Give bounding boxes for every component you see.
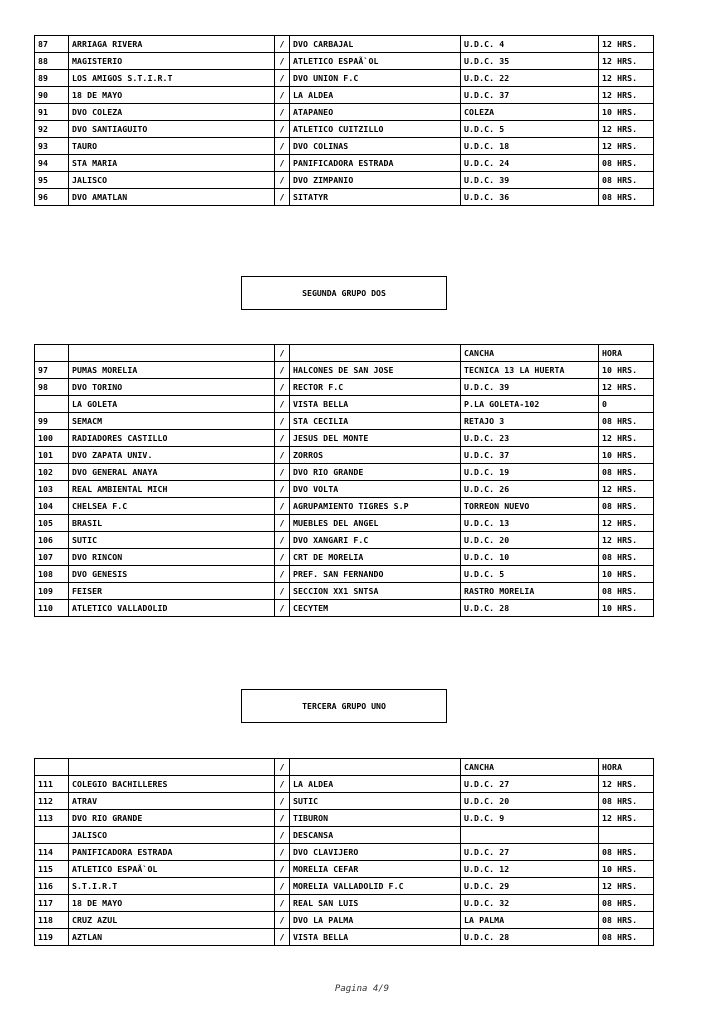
- separator-cell: /: [275, 600, 290, 617]
- match-number-cell: 103: [35, 481, 69, 498]
- table-row: [35, 87, 654, 104]
- venue-cell: U.D.C. 29: [461, 878, 599, 895]
- away-team-cell: MORELIA CEFAR: [290, 861, 461, 878]
- time-cell: 0: [599, 396, 654, 413]
- home-team-cell: PUMAS MORELIA: [69, 362, 275, 379]
- table-row: [35, 121, 654, 138]
- home-team-cell: DVO RIO GRANDE: [69, 810, 275, 827]
- separator-cell: /: [275, 155, 290, 172]
- separator-cell: /: [275, 912, 290, 929]
- away-team-cell: DVO UNION F.C: [290, 70, 461, 87]
- time-cell: 08 HRS.: [599, 583, 654, 600]
- away-team-cell: ATLETICO CUITZILLO: [290, 121, 461, 138]
- match-number-cell: 111: [35, 776, 69, 793]
- away-team-cell: SUTIC: [290, 793, 461, 810]
- table-row: [35, 549, 654, 566]
- home-team-cell: DVO GENESIS: [69, 566, 275, 583]
- away-team-cell: STA CECILIA: [290, 413, 461, 430]
- table-row: [35, 929, 654, 946]
- match-number-cell: 105: [35, 515, 69, 532]
- venue-cell: U.D.C. 28: [461, 929, 599, 946]
- fixtures-table-1: [34, 35, 654, 206]
- match-number-cell: 96: [35, 189, 69, 206]
- time-cell: 12 HRS.: [599, 138, 654, 155]
- match-number-cell: 94: [35, 155, 69, 172]
- away-team-cell: SITATYR: [290, 189, 461, 206]
- separator-cell: /: [275, 104, 290, 121]
- home-team-cell: RADIADORES CASTILLO: [69, 430, 275, 447]
- separator-cell: /: [275, 36, 290, 53]
- venue-cell: RASTRO MORELIA: [461, 583, 599, 600]
- separator-cell: /: [275, 844, 290, 861]
- separator-cell: /: [275, 87, 290, 104]
- venue-cell: COLEZA: [461, 104, 599, 121]
- separator-cell: /: [275, 827, 290, 844]
- away-team-cell: AGRUPAMIENTO TIGRES S.P: [290, 498, 461, 515]
- match-number-cell: 114: [35, 844, 69, 861]
- home-team-cell: DVO SANTIAGUITO: [69, 121, 275, 138]
- separator-cell: /: [275, 583, 290, 600]
- away-team-cell: DVO ZIMPANIO: [290, 172, 461, 189]
- table-row: [35, 498, 654, 515]
- away-team-cell: RECTOR F.C: [290, 379, 461, 396]
- match-number-cell: 99: [35, 413, 69, 430]
- match-number-cell: 113: [35, 810, 69, 827]
- match-number-cell: [35, 396, 69, 413]
- separator-cell: /: [275, 759, 290, 776]
- away-team-cell: REAL SAN LUIS: [290, 895, 461, 912]
- time-cell: 12 HRS.: [599, 70, 654, 87]
- home-team-cell: CHELSEA F.C: [69, 498, 275, 515]
- match-number-cell: 87: [35, 36, 69, 53]
- table-row: [35, 430, 654, 447]
- table-row: [35, 566, 654, 583]
- home-team-cell: DVO AMATLAN: [69, 189, 275, 206]
- match-number-cell: 116: [35, 878, 69, 895]
- table-row: [35, 481, 654, 498]
- separator-cell: /: [275, 878, 290, 895]
- table-row: [35, 155, 654, 172]
- time-cell: 12 HRS.: [599, 810, 654, 827]
- home-team-cell: CRUZ AZUL: [69, 912, 275, 929]
- time-cell: 08 HRS.: [599, 498, 654, 515]
- separator-cell: /: [275, 498, 290, 515]
- match-number-cell: 100: [35, 430, 69, 447]
- home-team-cell: REAL AMBIENTAL MICH: [69, 481, 275, 498]
- match-number-cell: 95: [35, 172, 69, 189]
- separator-cell: /: [275, 776, 290, 793]
- table-row: [35, 583, 654, 600]
- table-row: [35, 464, 654, 481]
- separator-cell: /: [275, 70, 290, 87]
- venue-cell: RETAJO 3: [461, 413, 599, 430]
- table-row: [35, 70, 654, 87]
- time-cell: 08 HRS.: [599, 912, 654, 929]
- venue-cell: CANCHA: [461, 345, 599, 362]
- away-team-cell: LA ALDEA: [290, 776, 461, 793]
- venue-cell: U.D.C. 13: [461, 515, 599, 532]
- time-cell: 12 HRS.: [599, 532, 654, 549]
- time-cell: 12 HRS.: [599, 121, 654, 138]
- venue-cell: U.D.C. 39: [461, 172, 599, 189]
- time-cell: 10 HRS.: [599, 600, 654, 617]
- separator-cell: /: [275, 53, 290, 70]
- match-number-cell: 88: [35, 53, 69, 70]
- time-cell: 12 HRS.: [599, 36, 654, 53]
- time-cell: 10 HRS.: [599, 566, 654, 583]
- match-number-cell: 89: [35, 70, 69, 87]
- table-row: [35, 138, 654, 155]
- separator-cell: /: [275, 861, 290, 878]
- venue-cell: U.D.C. 10: [461, 549, 599, 566]
- table-header-row: [35, 759, 654, 776]
- home-team-cell: AZTLAN: [69, 929, 275, 946]
- venue-cell: U.D.C. 27: [461, 844, 599, 861]
- match-number-cell: 109: [35, 583, 69, 600]
- time-cell: 08 HRS.: [599, 155, 654, 172]
- away-team-cell: DVO CLAVIJERO: [290, 844, 461, 861]
- time-cell: 08 HRS.: [599, 844, 654, 861]
- home-team-cell: TAURO: [69, 138, 275, 155]
- time-cell: HORA: [599, 345, 654, 362]
- separator-cell: /: [275, 464, 290, 481]
- table-row: [35, 515, 654, 532]
- venue-cell: U.D.C. 12: [461, 861, 599, 878]
- away-team-cell: LA ALDEA: [290, 87, 461, 104]
- away-team-cell: DVO VOLTA: [290, 481, 461, 498]
- separator-cell: /: [275, 430, 290, 447]
- separator-cell: /: [275, 515, 290, 532]
- away-team-cell: CRT DE MORELIA: [290, 549, 461, 566]
- separator-cell: /: [275, 362, 290, 379]
- venue-cell: U.D.C. 5: [461, 566, 599, 583]
- away-team-cell: PANIFICADORA ESTRADA: [290, 155, 461, 172]
- table-row: [35, 776, 654, 793]
- time-cell: [599, 827, 654, 844]
- home-team-cell: JALISCO: [69, 172, 275, 189]
- time-cell: 10 HRS.: [599, 447, 654, 464]
- home-team-cell: DVO TORINO: [69, 379, 275, 396]
- table-row: [35, 104, 654, 121]
- match-number-cell: 91: [35, 104, 69, 121]
- separator-cell: /: [275, 121, 290, 138]
- separator-cell: /: [275, 413, 290, 430]
- table-row: [35, 379, 654, 396]
- table-row: [35, 912, 654, 929]
- venue-cell: TECNICA 13 LA HUERTA: [461, 362, 599, 379]
- table-row: [35, 53, 654, 70]
- home-team-cell: ATRAV: [69, 793, 275, 810]
- table-row: [35, 844, 654, 861]
- away-team-cell: VISTA BELLA: [290, 929, 461, 946]
- table-row: [35, 36, 654, 53]
- fixtures-table-2: [34, 344, 654, 617]
- separator-cell: /: [275, 345, 290, 362]
- away-team-cell: ZORROS: [290, 447, 461, 464]
- venue-cell: LA PALMA: [461, 912, 599, 929]
- venue-cell: U.D.C. 28: [461, 600, 599, 617]
- table-row: [35, 861, 654, 878]
- match-number-cell: 104: [35, 498, 69, 515]
- home-team-cell: BRASIL: [69, 515, 275, 532]
- match-number-cell: 112: [35, 793, 69, 810]
- table-row: [35, 172, 654, 189]
- group-title-tercera-grupo-uno: TERCERA GRUPO UNO: [241, 689, 447, 723]
- home-team-cell: PANIFICADORA ESTRADA: [69, 844, 275, 861]
- away-team-cell: PREF. SAN FERNANDO: [290, 566, 461, 583]
- time-cell: 08 HRS.: [599, 793, 654, 810]
- venue-cell: U.D.C. 32: [461, 895, 599, 912]
- venue-cell: U.D.C. 26: [461, 481, 599, 498]
- away-team-cell: DVO CARBAJAL: [290, 36, 461, 53]
- away-team-cell: DESCANSA: [290, 827, 461, 844]
- table-header-row: [35, 345, 654, 362]
- away-team-cell: DVO COLINAS: [290, 138, 461, 155]
- separator-cell: /: [275, 929, 290, 946]
- match-number-cell: 119: [35, 929, 69, 946]
- venue-cell: U.D.C. 18: [461, 138, 599, 155]
- table-row: [35, 600, 654, 617]
- separator-cell: /: [275, 447, 290, 464]
- match-number-cell: [35, 759, 69, 776]
- time-cell: 12 HRS.: [599, 430, 654, 447]
- table-row: [35, 189, 654, 206]
- time-cell: 12 HRS.: [599, 481, 654, 498]
- match-number-cell: 97: [35, 362, 69, 379]
- table-row: [35, 362, 654, 379]
- separator-cell: /: [275, 549, 290, 566]
- away-team-cell: MORELIA VALLADOLID F.C: [290, 878, 461, 895]
- table-row: [35, 447, 654, 464]
- time-cell: 08 HRS.: [599, 895, 654, 912]
- venue-cell: U.D.C. 9: [461, 810, 599, 827]
- time-cell: HORA: [599, 759, 654, 776]
- time-cell: 08 HRS.: [599, 172, 654, 189]
- separator-cell: /: [275, 566, 290, 583]
- away-team-cell: VISTA BELLA: [290, 396, 461, 413]
- time-cell: 10 HRS.: [599, 362, 654, 379]
- time-cell: 08 HRS.: [599, 464, 654, 481]
- table-row: [35, 895, 654, 912]
- group-title-segunda-grupo-dos: SEGUNDA GRUPO DOS: [241, 276, 447, 310]
- venue-cell: P.LA GOLETA-102: [461, 396, 599, 413]
- venue-cell: U.D.C. 5: [461, 121, 599, 138]
- match-number-cell: 107: [35, 549, 69, 566]
- away-team-cell: JESUS DEL MONTE: [290, 430, 461, 447]
- page-footer: Pagina 4/9: [334, 984, 390, 994]
- time-cell: 08 HRS.: [599, 549, 654, 566]
- venue-cell: CANCHA: [461, 759, 599, 776]
- match-number-cell: 110: [35, 600, 69, 617]
- match-number-cell: 108: [35, 566, 69, 583]
- home-team-cell: DVO GENERAL ANAYA: [69, 464, 275, 481]
- venue-cell: U.D.C. 4: [461, 36, 599, 53]
- match-number-cell: 101: [35, 447, 69, 464]
- time-cell: 08 HRS.: [599, 929, 654, 946]
- home-team-cell: COLEGIO BACHILLERES: [69, 776, 275, 793]
- match-number-cell: 102: [35, 464, 69, 481]
- separator-cell: /: [275, 189, 290, 206]
- table-row: [35, 810, 654, 827]
- venue-cell: U.D.C. 35: [461, 53, 599, 70]
- venue-cell: U.D.C. 27: [461, 776, 599, 793]
- time-cell: 12 HRS.: [599, 878, 654, 895]
- match-number-cell: [35, 345, 69, 362]
- venue-cell: U.D.C. 23: [461, 430, 599, 447]
- time-cell: 12 HRS.: [599, 53, 654, 70]
- home-team-cell: ATLETICO ESPAÃ`OL: [69, 861, 275, 878]
- time-cell: 12 HRS.: [599, 379, 654, 396]
- home-team-cell: [69, 759, 275, 776]
- table-row: [35, 827, 654, 844]
- separator-cell: /: [275, 481, 290, 498]
- match-number-cell: [35, 827, 69, 844]
- table-row: [35, 413, 654, 430]
- match-number-cell: 106: [35, 532, 69, 549]
- fixtures-table-3: [34, 758, 654, 946]
- venue-cell: U.D.C. 37: [461, 447, 599, 464]
- match-number-cell: 115: [35, 861, 69, 878]
- venue-cell: U.D.C. 22: [461, 70, 599, 87]
- venue-cell: U.D.C. 24: [461, 155, 599, 172]
- venue-cell: TORREON NUEVO: [461, 498, 599, 515]
- home-team-cell: DVO ZAPATA UNIV.: [69, 447, 275, 464]
- match-number-cell: 92: [35, 121, 69, 138]
- separator-cell: /: [275, 396, 290, 413]
- time-cell: 12 HRS.: [599, 515, 654, 532]
- time-cell: 12 HRS.: [599, 87, 654, 104]
- separator-cell: /: [275, 793, 290, 810]
- home-team-cell: STA MARIA: [69, 155, 275, 172]
- home-team-cell: SEMACM: [69, 413, 275, 430]
- table-row: [35, 878, 654, 895]
- away-team-cell: HALCONES DE SAN JOSE: [290, 362, 461, 379]
- home-team-cell: FEISER: [69, 583, 275, 600]
- away-team-cell: SECCION XX1 SNTSA: [290, 583, 461, 600]
- home-team-cell: JALISCO: [69, 827, 275, 844]
- home-team-cell: LA GOLETA: [69, 396, 275, 413]
- home-team-cell: DVO COLEZA: [69, 104, 275, 121]
- venue-cell: U.D.C. 36: [461, 189, 599, 206]
- away-team-cell: CECYTEM: [290, 600, 461, 617]
- match-number-cell: 117: [35, 895, 69, 912]
- venue-cell: U.D.C. 20: [461, 793, 599, 810]
- table-row: [35, 396, 654, 413]
- separator-cell: /: [275, 138, 290, 155]
- match-number-cell: 93: [35, 138, 69, 155]
- home-team-cell: S.T.I.R.T: [69, 878, 275, 895]
- away-team-cell: ATLETICO ESPAÃ`OL: [290, 53, 461, 70]
- time-cell: 08 HRS.: [599, 189, 654, 206]
- separator-cell: /: [275, 810, 290, 827]
- venue-cell: U.D.C. 39: [461, 379, 599, 396]
- table-row: [35, 793, 654, 810]
- away-team-cell: TIBURON: [290, 810, 461, 827]
- away-team-cell: [290, 759, 461, 776]
- venue-cell: U.D.C. 19: [461, 464, 599, 481]
- table-row: [35, 532, 654, 549]
- home-team-cell: LOS AMIGOS S.T.I.R.T: [69, 70, 275, 87]
- match-number-cell: 98: [35, 379, 69, 396]
- away-team-cell: [290, 345, 461, 362]
- away-team-cell: DVO LA PALMA: [290, 912, 461, 929]
- match-number-cell: 118: [35, 912, 69, 929]
- time-cell: 08 HRS.: [599, 413, 654, 430]
- separator-cell: /: [275, 379, 290, 396]
- home-team-cell: 18 DE MAYO: [69, 87, 275, 104]
- home-team-cell: ARRIAGA RIVERA: [69, 36, 275, 53]
- venue-cell: [461, 827, 599, 844]
- away-team-cell: DVO XANGARI F.C: [290, 532, 461, 549]
- time-cell: 12 HRS.: [599, 776, 654, 793]
- venue-cell: U.D.C. 20: [461, 532, 599, 549]
- time-cell: 10 HRS.: [599, 104, 654, 121]
- match-number-cell: 90: [35, 87, 69, 104]
- venue-cell: U.D.C. 37: [461, 87, 599, 104]
- home-team-cell: DVO RINCON: [69, 549, 275, 566]
- time-cell: 10 HRS.: [599, 861, 654, 878]
- home-team-cell: [69, 345, 275, 362]
- separator-cell: /: [275, 532, 290, 549]
- away-team-cell: DVO RIO GRANDE: [290, 464, 461, 481]
- home-team-cell: ATLETICO VALLADOLID: [69, 600, 275, 617]
- away-team-cell: ATAPANEO: [290, 104, 461, 121]
- home-team-cell: SUTIC: [69, 532, 275, 549]
- separator-cell: /: [275, 895, 290, 912]
- away-team-cell: MUEBLES DEL ANGEL: [290, 515, 461, 532]
- separator-cell: /: [275, 172, 290, 189]
- home-team-cell: MAGISTERIO: [69, 53, 275, 70]
- home-team-cell: 18 DE MAYO: [69, 895, 275, 912]
